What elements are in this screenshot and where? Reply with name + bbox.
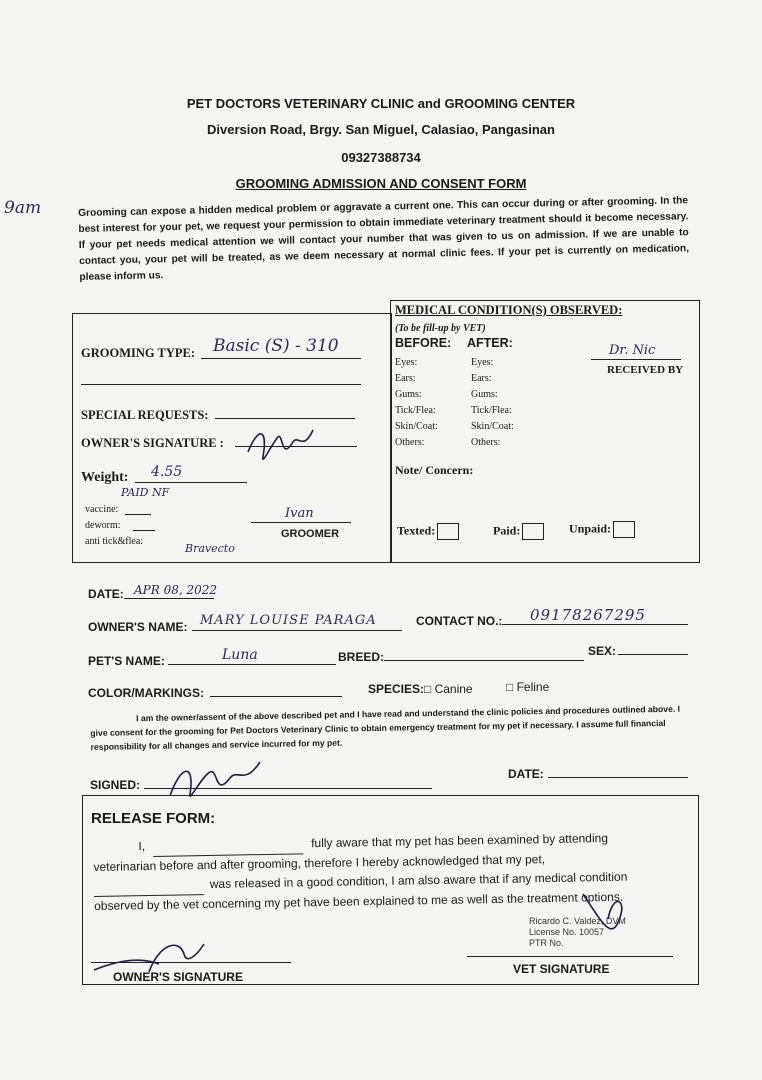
before-item: Eyes: bbox=[395, 357, 418, 368]
received-by-label: RECEIVED BY bbox=[607, 364, 684, 376]
grooming-type-line bbox=[201, 358, 361, 359]
owner-signature-scribble bbox=[243, 422, 323, 472]
unpaid-checkbox[interactable] bbox=[613, 521, 635, 538]
signed-date-label: DATE: bbox=[508, 767, 544, 781]
date-value: APR 08, 2022 bbox=[134, 583, 218, 597]
owner-name-line bbox=[192, 630, 402, 631]
special-requests-label: SPECIAL REQUESTS: bbox=[81, 408, 209, 422]
paid-note: PAID NF bbox=[121, 486, 170, 499]
vaccine-label: vaccine: bbox=[85, 504, 119, 515]
after-label: AFTER: bbox=[467, 336, 513, 350]
release-prefix: I, bbox=[138, 839, 146, 854]
stamp-ptr: PTR No. bbox=[529, 938, 564, 948]
pet-name-value: Luna bbox=[222, 647, 258, 663]
species-label: SPECIES: bbox=[368, 682, 425, 696]
release-line-3-text: was released in a good condition, I am also aware that if any medical condition bbox=[209, 869, 628, 891]
release-form-section bbox=[82, 795, 699, 985]
contact-line bbox=[502, 624, 688, 625]
pet-name-label: PET'S NAME: bbox=[88, 654, 165, 668]
paid-text: Paid: bbox=[493, 523, 521, 538]
pet-name-line bbox=[168, 664, 336, 665]
before-label: BEFORE: bbox=[395, 336, 452, 350]
medical-subtitle: (To be fill-up by VET) bbox=[395, 323, 486, 334]
signed-date-line bbox=[548, 777, 688, 778]
grooming-type-line-2 bbox=[81, 384, 361, 385]
before-item: Tick/Flea: bbox=[395, 405, 436, 416]
received-by-line bbox=[591, 359, 681, 360]
groomer-name: Ivan bbox=[285, 506, 314, 521]
owner-name-label: OWNER'S NAME: bbox=[88, 620, 188, 634]
sex-line bbox=[618, 654, 688, 655]
unpaid-label bbox=[569, 521, 635, 538]
after-item: Others: bbox=[471, 437, 501, 448]
sex-label: SEX: bbox=[588, 644, 617, 658]
before-list bbox=[395, 355, 438, 451]
consent-paragraph: I am the owner/assent of the above described pet and I have read and understand the clinic policies and procedures outlined above. I give consent for the grooming for Pet Doctors Veterinary Clinic to obtain emergency treatment for my pet if necessary. I assume full financial responsibility for all changes and service incurred for my pet. bbox=[90, 703, 681, 752]
medical-title: MEDICAL CONDITION(S) OBSERVED: bbox=[395, 303, 623, 317]
vet-signature-label: VET SIGNATURE bbox=[513, 962, 610, 976]
release-line-4: observed by the vet concerning my pet have been explained to me as well as the treatment options. bbox=[94, 889, 624, 913]
texted-label bbox=[397, 523, 459, 540]
texted-checkbox[interactable] bbox=[437, 523, 459, 540]
contact-label: CONTACT NO.: bbox=[416, 614, 503, 628]
release-line-2: veterinarian before and after grooming, therefore I hereby acknowledged that my pet, bbox=[93, 852, 546, 874]
deworm-label: deworm: bbox=[85, 520, 121, 531]
vaccine-line bbox=[125, 514, 151, 515]
color-line bbox=[210, 696, 342, 697]
vet-signature-line bbox=[467, 956, 673, 957]
weight-value: 4.55 bbox=[151, 464, 183, 480]
before-item: Skin/Coat: bbox=[395, 421, 438, 432]
after-item: Gums: bbox=[471, 389, 498, 400]
groomer-label: GROOMER bbox=[281, 528, 340, 540]
clinic-address: Diversion Road, Brgy. San Miguel, Calasiao, Pangasinan bbox=[207, 122, 555, 137]
intro-paragraph: Grooming can expose a hidden medical problem or aggravate a current one. This can occur during or after grooming. In the best interest for your pet, we request your permission to obtain immediate veterinary treatment should it become necessary. If your pet needs medical attention we will contact your number that was given to us on admission. If we are unable to contact you, your pet will be treated, as we deem necessary at normal clinic fees. If your pet is currently on medication, please inform us. bbox=[78, 195, 690, 283]
texted-text: Texted: bbox=[397, 523, 436, 538]
paid-label bbox=[493, 523, 544, 540]
before-item: Gums: bbox=[395, 389, 422, 400]
deworm-line bbox=[133, 530, 155, 531]
grooming-type-value: Basic (S) - 310 bbox=[213, 336, 339, 356]
breed-label: BREED: bbox=[338, 650, 385, 664]
grooming-type-label: GROOMING TYPE: bbox=[81, 346, 196, 360]
stamp-name: Ricardo C. Valdez, DVM bbox=[529, 916, 626, 926]
color-label: COLOR/MARKINGS: bbox=[88, 686, 204, 700]
clinic-phone: 09327388734 bbox=[341, 150, 421, 165]
stamp-license: License No. 10057 bbox=[529, 927, 605, 937]
canine-option[interactable]: □ Canine bbox=[424, 682, 473, 696]
release-line-1-text: fully aware that my pet has been examined by attending bbox=[311, 831, 609, 851]
form-title: GROOMING ADMISSION AND CONSENT FORM bbox=[235, 176, 527, 191]
after-item: Ears: bbox=[471, 373, 492, 384]
feline-option[interactable]: □ Feline bbox=[506, 680, 550, 694]
vet-signature-scribble bbox=[573, 884, 633, 944]
received-by-name: Dr. Nic bbox=[609, 343, 656, 358]
special-requests-line bbox=[215, 418, 355, 419]
margin-note: 9am bbox=[4, 198, 42, 218]
groomer-line bbox=[251, 522, 351, 523]
anti-tick-value: Bravecto bbox=[185, 542, 235, 555]
owner-release-line bbox=[91, 962, 291, 963]
date-line bbox=[124, 598, 214, 599]
unpaid-text: Unpaid: bbox=[569, 521, 612, 536]
signed-label: SIGNED: bbox=[90, 778, 141, 792]
after-list bbox=[471, 355, 514, 451]
note-label: Note/ Concern: bbox=[395, 463, 474, 477]
breed-line bbox=[384, 660, 584, 661]
owner-signature-label: OWNER'S SIGNATURE : bbox=[81, 436, 224, 450]
paid-checkbox[interactable] bbox=[522, 523, 544, 540]
weight-label: Weight: bbox=[81, 470, 129, 485]
after-item: Eyes: bbox=[471, 357, 494, 368]
grooming-section bbox=[72, 313, 392, 563]
weight-line bbox=[135, 482, 247, 483]
release-name-blank bbox=[153, 834, 303, 857]
anti-tick-label: anti tick&flea: bbox=[85, 536, 144, 547]
after-item: Tick/Flea: bbox=[471, 405, 512, 416]
date-label: DATE: bbox=[88, 587, 124, 601]
owner-name-value: MARY LOUISE PARAGA bbox=[200, 613, 377, 628]
release-title: RELEASE FORM: bbox=[91, 810, 216, 827]
medical-section bbox=[390, 300, 700, 563]
release-pet-blank bbox=[94, 875, 204, 897]
owner-signature-release-label: OWNER'S SIGNATURE bbox=[113, 970, 243, 984]
clinic-name: PET DOCTORS VETERINARY CLINIC and GROOMING CENTER bbox=[186, 96, 576, 111]
before-item: Ears: bbox=[395, 373, 416, 384]
before-item: Others: bbox=[395, 437, 425, 448]
contact-value: 09178267295 bbox=[530, 606, 646, 624]
after-item: Skin/Coat: bbox=[471, 421, 514, 432]
